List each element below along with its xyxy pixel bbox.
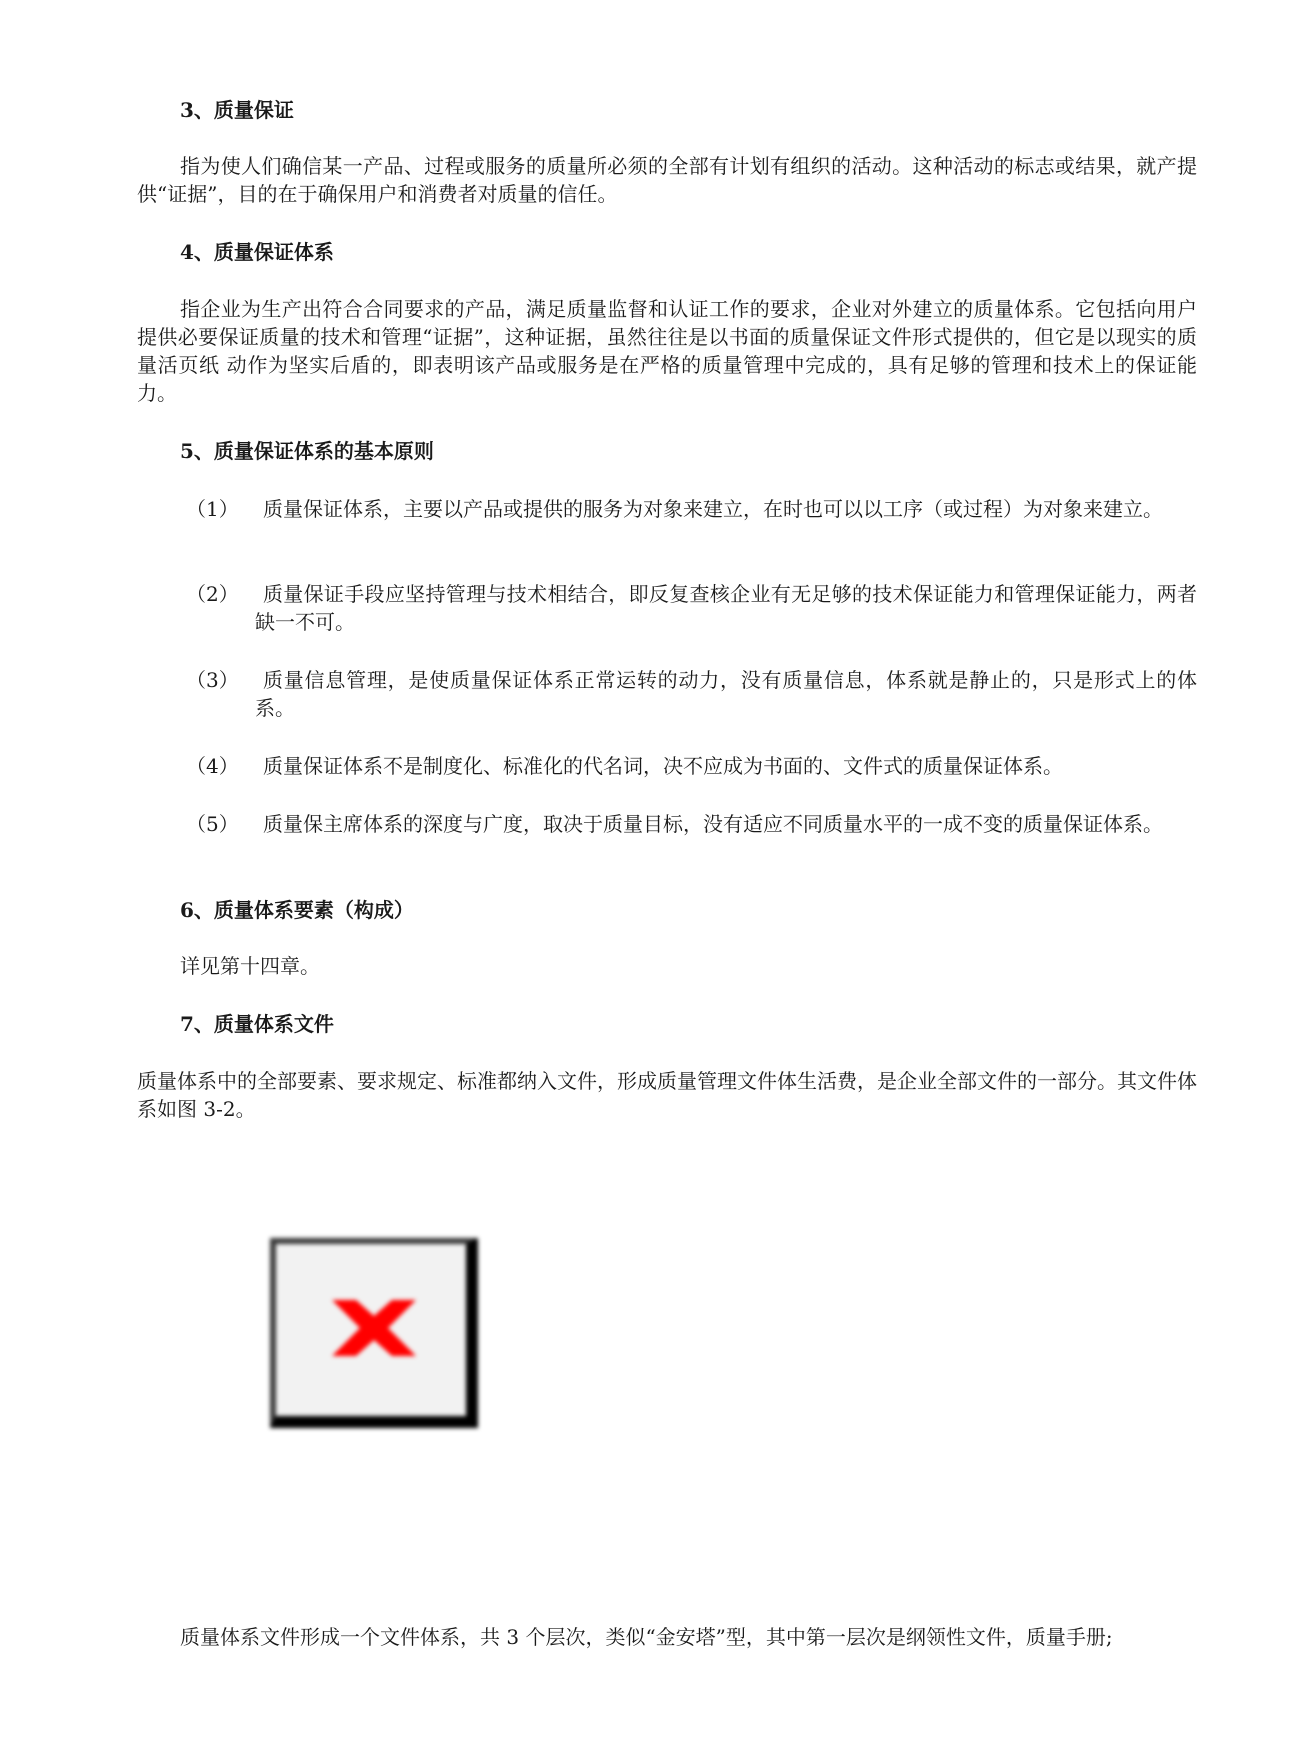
section-4-paragraph: 指企业为生产出符合合同要求的产品，满足质量监督和认证工作的要求，企业对外建立的质量体系。它包括向用户提供必要保证质量的技术和管理“证据”，这种证据，虽然往往是以书面的质量保证文件形式提供的，但它是以现实的质量活页纸 动作为坚实后盾的，即表明该产品或服务是在严格的质量管理中完成的，具有足够的管理和技术上的保证能力。 xyxy=(137,297,1197,405)
broken-image-icon xyxy=(270,1238,478,1428)
section-3-heading: 3、质量保证 xyxy=(180,98,294,122)
principle-text: 质量保证手段应坚持管理与技术相结合，即反复查核企业有无足够的技术保证能力和管理保证能力，两者缺一不可。 xyxy=(255,582,1197,634)
principle-number: （5） xyxy=(186,812,239,836)
principle-item xyxy=(180,495,1197,523)
red-x-icon xyxy=(326,1296,422,1360)
section-3-paragraph: 指为使人们确信某一产品、过程或服务的质量所必须的全部有计划有组织的活动。这种活动的标志或结果，就产提供“证据”，目的在于确保用户和消费者对质量的信任。 xyxy=(137,154,1197,206)
section-6-heading: 6、质量体系要素（构成） xyxy=(180,898,414,922)
principle-item xyxy=(180,666,1197,722)
section-7-paragraph: 质量体系中的全部要素、要求规定、标准都纳入文件，形成质量管理文件体生活费，是企业全部文件的一部分。其文件体系如图 3-2。 xyxy=(137,1069,1197,1121)
section-5-heading: 5、质量保证体系的基本原则 xyxy=(180,439,434,463)
principle-number: （4） xyxy=(186,754,239,778)
principle-item xyxy=(180,810,1197,838)
principle-number: （2） xyxy=(186,582,239,606)
principle-item xyxy=(180,752,1197,780)
principle-number: （1） xyxy=(186,497,239,521)
principle-text: 质量信息管理，是使质量保证体系正常运转的动力，没有质量信息，体系就是静止的，只是形式上的体系。 xyxy=(255,668,1197,720)
principle-text: 质量保证体系，主要以产品或提供的服务为对象来建立，在时也可以以工序（或过程）为对象来建立。 xyxy=(263,497,1163,521)
principle-number: （3） xyxy=(186,668,239,692)
section-7-continuation: 质量体系文件形成一个文件体系，共 3 个层次，类似“金安塔”型，其中第一层次是纲领性文件，质量手册; xyxy=(180,1625,1113,1649)
principle-text: 质量保证体系不是制度化、标准化的代名词，决不应成为书面的、文件式的质量保证体系。 xyxy=(263,754,1063,778)
section-6-paragraph: 详见第十四章。 xyxy=(180,954,320,978)
section-4-heading: 4、质量保证体系 xyxy=(180,240,334,264)
section-7-heading: 7、质量体系文件 xyxy=(180,1012,334,1036)
principle-text: 质量保主席体系的深度与广度，取决于质量目标，没有适应不同质量水平的一成不变的质量保证体系。 xyxy=(263,812,1163,836)
principle-item xyxy=(180,580,1197,636)
